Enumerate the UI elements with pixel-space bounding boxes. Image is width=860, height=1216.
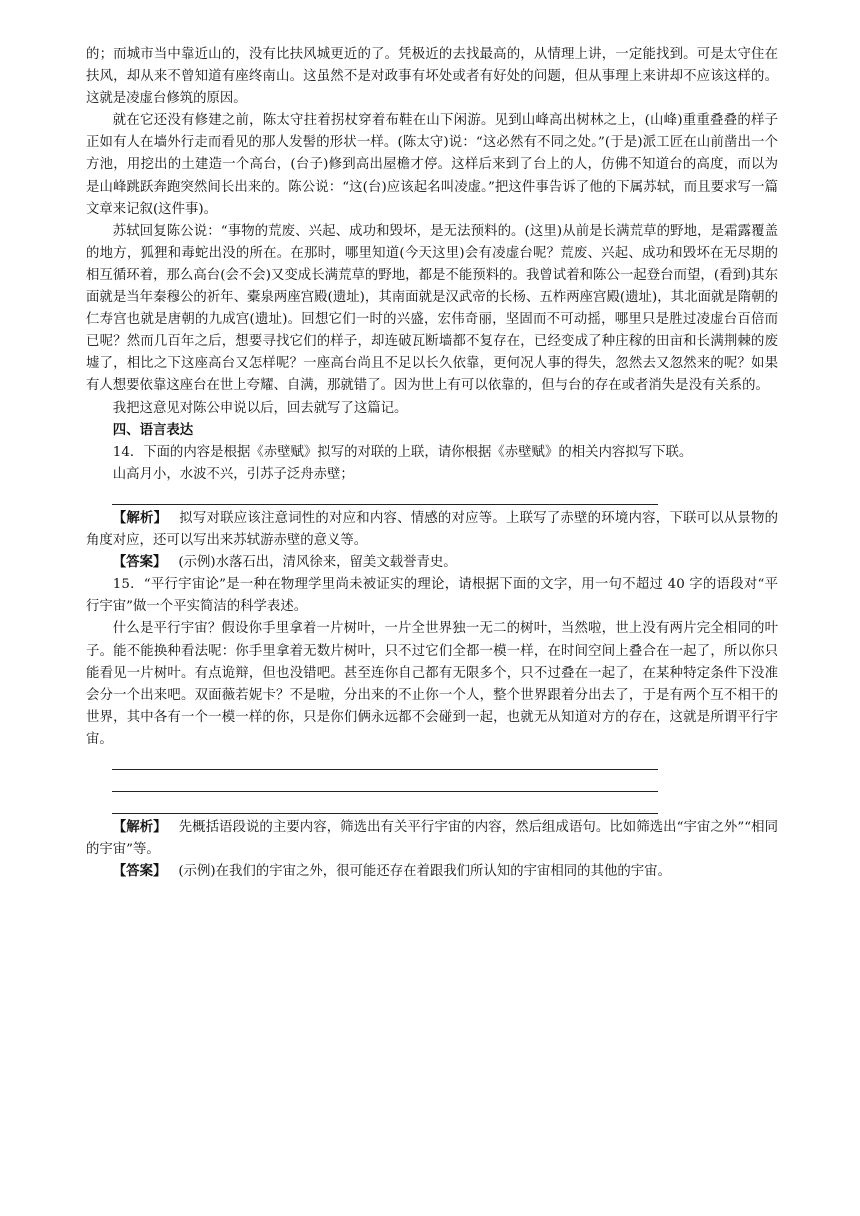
analysis-tag: 【解析】 (112, 510, 168, 526)
q14-analysis-text: 拟写对联应该注意词性的对应和内容、情感的对应等。上联写了赤壁的环境内容，下联可以从景物的角度对应，还可以写出来苏轼游赤壁的意义等。 (86, 510, 779, 549)
question-15-passage: 什么是平行宇宙？假设你手里拿着一片树叶，一片全世界独一无二的树叶，当然啦，世上没有两片完全相同的叶子。能不能换种看法呢：你手里拿着无数片树叶，只不过它们全都一模一样，在时间空间上叠合在一起了，所以你只能看见一片树叶。有点诡辩，但也没错吧。甚至连你自己都有无限多个，只不过叠在一起了，在某种特定条件下没准会分一个出来吧。双面薇若妮卡？不是啦，分出来的不止你一个人，整个世界跟着分出去了，于是有两个互不相干的世界，其中各有一个一模一样的你，只是你们俩永远都不会碰到一起，也就无从知道对方的存在，这就是所谓平行宇宙。 (86, 621, 778, 747)
answer-line (112, 769, 658, 770)
document-page (86, 44, 778, 884)
q15-answer-text: (示例)在我们的宇宙之外，很可能还存在着跟我们所认知的宇宙相同的其他的宇宙。 (178, 864, 671, 880)
question-15: 15．“平行宇宙论”是一种在物理学里尚未被证实的理论，请根据下面的文字，用一句不超过 40 字的语段对“平行宇宙”做一个平实简洁的科学表述。 (86, 577, 778, 615)
section-heading: 四、语言表达 (112, 422, 194, 438)
passage-paragraph-3: 苏轼回复陈公说：“事物的荒废、兴起、成功和毁坏，是无法预料的。(这里)从前是长满荒草的野地，是霜露覆盖的地方，狐狸和毒蛇出没的所在。在那时，哪里知道(今天这里)会有凌虚台呢？荒废、兴起、成功和毁坏在无尽期的相互循环着，那么高台(会不会)又变成长满荒草的野地，都是不能预料的。我曾试着和陈公一起登台而望，(看到)其东面就是当年秦穆公的祈年、橐泉两座宫殿(遗址)，其南面就是汉武帝的长杨、五柞两座宫殿(遗址)，其北面就是隋朝的仁寿宫也就是唐朝的九成宫(遗址)。回想它们一时的兴盛，宏伟奇丽，坚固而不可动摇，哪里只是胜过凌虚台百倍而已呢？然而几百年之后，想要寻找它们的样子，却连破瓦断墙都不复存在，已经变成了种庄稼的田亩和长满荆棘的废墟了，相比之下这座高台又怎样呢？一座高台尚且不足以长久依靠，更何况人事的得失，忽然去又忽然来的呢？如果有人想要依靠这座台在世上夸耀、自满，那就错了。因为世上有可以依靠的，但与台的存在或者消失是没有关系的。 (86, 223, 778, 394)
passage-paragraph-1: 的；而城市当中靠近山的，没有比扶风城更近的了。凭极近的去找最高的，从情理上讲，一定能找到。可是太守住在扶风，却从来不曾知道有座终南山。这虽然不是对政事有坏处或者有好处的问题，但从事理上来讲却不应该这样的。这就是凌虚台修筑的原因。 (86, 47, 778, 107)
q14-analysis (86, 508, 778, 552)
answer-line (112, 791, 658, 792)
q14-answer (86, 552, 778, 574)
answer-blank-q15-1 (86, 751, 778, 773)
passage-paragraph-4: 我把这意见对陈公申说以后，回去就写了这篇记。 (112, 400, 408, 416)
answer-blank-q14 (86, 486, 778, 508)
answer-blank-q15-3 (86, 795, 778, 817)
q14-answer-text: (示例)水落石出，清风徐来，留美文载誉青史。 (178, 555, 457, 571)
q15-analysis (86, 817, 778, 861)
answer-line (112, 813, 658, 814)
answer-tag: 【答案】 (112, 555, 167, 571)
q15-answer (86, 861, 778, 883)
question-14: 14．下面的内容是根据《赤壁赋》拟写的对联的上联，请你根据《赤壁赋》的相关内容拟写下联。 (112, 444, 693, 460)
analysis-tag: 【解析】 (112, 820, 167, 836)
passage-paragraph-2: 就在它还没有修建之前，陈太守拄着拐杖穿着布鞋在山下闲游。见到山峰高出树林之上，(山峰)重重叠叠的样子正如有人在墙外行走而看见的那人发髻的形状一样。(陈太守)说：“这必然有不同之处。”(于是)派工匠在山前凿出一个方池，用挖出的土建造一个高台，(台子)修到高出屋檐才停。这样后来到了台上的人，仿佛不知道台的高度，而以为是山峰跳跃奔跑突然间长出来的。陈公说：“这(台)应该起名叫凌虚。”把这件事告诉了他的下属苏轼，而且要求写一篇文章来记叙(这件事)。 (86, 113, 778, 217)
question-14-given-line: 山高月小，水波不兴，引苏子泛舟赤壁； (112, 466, 354, 482)
q15-analysis-text: 先概括语段说的主要内容，筛选出有关平行宇宙的内容，然后组成语句。比如筛选出“宇宙之外”“相同的宇宙”等。 (86, 820, 778, 858)
answer-tag: 【答案】 (112, 864, 167, 880)
answer-line (112, 504, 658, 505)
answer-blank-q15-2 (86, 773, 778, 795)
